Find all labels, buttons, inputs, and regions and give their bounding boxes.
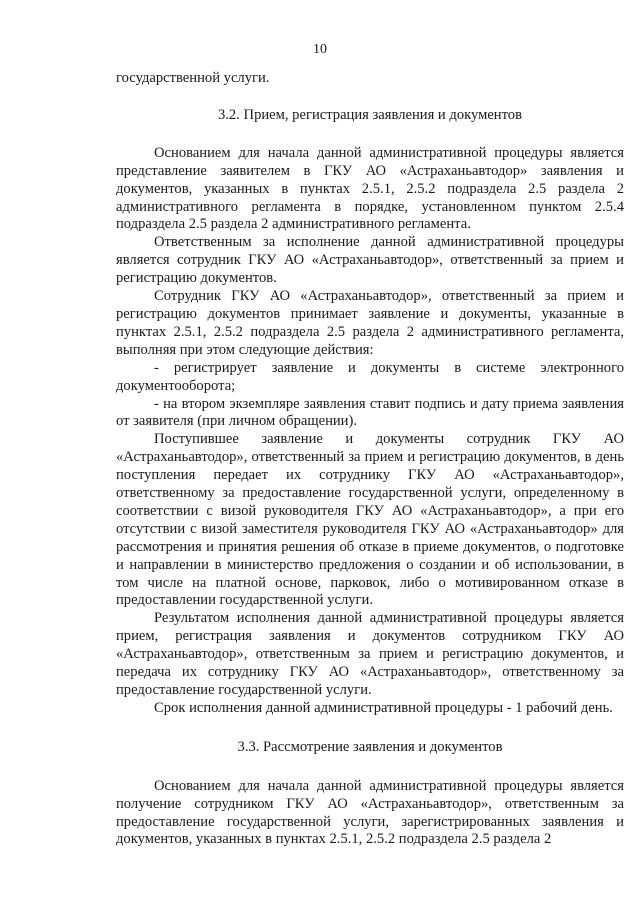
paragraph: Основанием для начала данной административной процедуры является представление заявителем в ГКУ АО «Астраханьавтодор» заявления и документов, указанных в пунктах 2.5.1, 2.5.2 подраздела 2.5 раздела 2 административного регламента в порядке, установленном пунктом 2.5.4 подраздела 2.5 раздела 2 административного регламента. xyxy=(116,144,624,233)
page-number: 10 xyxy=(313,42,327,57)
section-heading-3-3: 3.3. Рассмотрение заявления и документов xyxy=(237,738,503,755)
paragraph: Срок исполнения данной административной процедуры - 1 рабочий день. xyxy=(154,699,613,716)
list-item: - на втором экземпляре заявления ставит подпись и дату приема заявления от заявителя (при личном обращении). xyxy=(116,395,624,430)
paragraph: Поступившее заявление и документы сотрудник ГКУ АО «Астраханьавтодор», ответственный за прием и регистрацию документов, в день поступления передает их сотруднику ГКУ АО «Астраханьавтодор», ответственному за предоставление государственной услуги, определенному в соответствии с визой руководителя ГКУ АО «Астраханьавтодор», а при его отсутствии с визой заместителя руководителя ГКУ АО «Астраханьавтодор» для рассмотрения и принятия решения об отказе в приеме документов, о подготовке и направлении в министерство предложения о создании и об использовании, в том числе на платной основе, парковок, либо о мотивированном отказе в предоставлении государственной услуги. xyxy=(116,431,624,609)
document-body xyxy=(116,70,624,849)
paragraph: Сотрудник ГКУ АО «Астраханьавтодор», ответственный за прием и регистрацию документов принимает заявление и документы, указанные в пунктах 2.5.1, 2.5.2 подраздела 2.5 раздела 2 административного регламента, выполняя при этом следующие действия: xyxy=(116,288,624,358)
paragraph: Ответственным за исполнение данной административной процедуры является сотрудник ГКУ АО «Астраханьавтодор», ответственный за прием и регистрацию документов. xyxy=(116,234,624,287)
section-heading-3-2: 3.2. Прием, регистрация заявления и документов xyxy=(217,106,522,123)
paragraph: Результатом исполнения данной административной процедуры является прием, регистрация заявления и документов сотрудником ГКУ АО «Астраханьавтодор», ответственным за прием и регистрацию документов, и передача их сотруднику ГКУ АО «Астраханьавтодор», ответственному за предоставление государственной услуги. xyxy=(116,610,624,698)
paragraph: Основанием для начала данной административной процедуры является получение сотрудником ГКУ АО «Астраханьавтодор», ответственным за предоставление государственной услуги, зарегистрированных заявления и документов, указанных в пунктах 2.5.1, 2.5.2 подраздела 2.5 раздела 2 xyxy=(116,777,624,848)
continuation-text: государственной услуги. xyxy=(116,70,270,86)
list-item: - регистрирует заявление и документы в системе электронного документооборота; xyxy=(116,359,624,394)
